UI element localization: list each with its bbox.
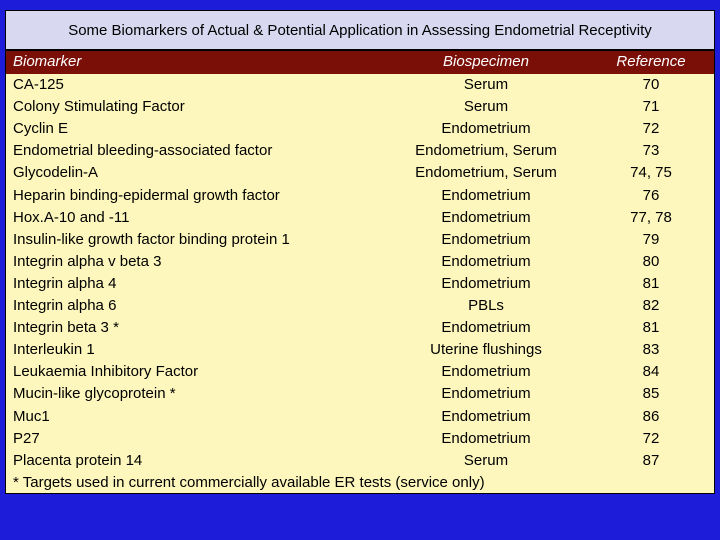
title-bar — [6, 11, 714, 51]
table-cell-reference: 79 — [642, 230, 660, 248]
table-cell-biomarker: Glycodelin-A — [13, 164, 99, 182]
table-cell-specimen: Endometrium — [441, 274, 531, 292]
table-cell-biomarker: Mucin-like glycoprotein * — [13, 385, 176, 403]
table-cell-reference: 86 — [642, 407, 660, 425]
table-cell-biomarker: Insulin-like growth factor binding protein 1 — [13, 230, 290, 248]
table-cell-specimen: Serum — [463, 98, 509, 116]
table-cell-specimen: Endometrium — [441, 363, 531, 381]
table-cell-biomarker: Muc1 — [13, 407, 50, 425]
table-cell-specimen: Uterine flushings — [430, 341, 542, 359]
table-cell-biomarker: Colony Stimulating Factor — [13, 98, 185, 116]
table-cell-biomarker: Integrin beta 3 * — [13, 319, 119, 337]
table-cell-biomarker: Leukaemia Inhibitory Factor — [13, 363, 199, 381]
table-cell-specimen: Serum — [463, 451, 509, 469]
table-cell-specimen: Serum — [463, 76, 509, 93]
table-cell-specimen: Endometrium, Serum — [415, 164, 557, 182]
table-cell-specimen: Endometrium — [441, 120, 531, 138]
table-cell-reference: 84 — [642, 363, 660, 381]
table-cell-specimen: Endometrium — [441, 186, 531, 204]
table-cell-reference: 83 — [642, 341, 660, 359]
table-cell-biomarker: Hox.A-10 and -11 — [13, 208, 130, 226]
table-cell-biomarker: CA-125 — [13, 76, 64, 93]
table-cell-reference: 73 — [642, 142, 660, 160]
table-cell-reference: 76 — [642, 186, 660, 204]
table-header-row — [6, 51, 714, 74]
table-cell-biomarker: Endometrial bleeding-associated factor — [13, 142, 273, 160]
column-header-reference: Reference — [616, 53, 686, 70]
page-title: Some Biomarkers of Actual & Potential Application in Assessing Endometrial Receptivity — [68, 21, 652, 39]
table-cell-specimen: Endometrium — [441, 385, 531, 403]
table-cell-reference: 71 — [642, 98, 660, 116]
column-header-biospecimen: Biospecimen — [443, 53, 529, 70]
table-cell-specimen: Endometrium — [441, 252, 531, 270]
table-cell-biomarker: Integrin alpha 4 — [13, 274, 117, 292]
table-cell-biomarker: Heparin binding-epidermal growth factor — [13, 186, 280, 204]
table-cell-specimen: Endometrium — [441, 319, 531, 337]
column-header-biomarker: Biomarker — [13, 53, 82, 70]
table-cell-specimen: Endometrium — [441, 230, 531, 248]
table-cell-reference: 77, 78 — [630, 208, 672, 226]
table-cell-biomarker: Integrin alpha 6 — [13, 297, 117, 314]
table-cell-specimen: Endometrium — [441, 407, 531, 425]
table-cell-specimen: PBLs — [468, 297, 504, 314]
table-cell-biomarker: Interleukin 1 — [13, 341, 95, 359]
table-cell-reference: 85 — [642, 385, 660, 403]
footnote: * Targets used in current commercially available ER tests (service only) — [13, 473, 485, 491]
table-panel — [5, 10, 715, 494]
table-cell-biomarker: P27 — [13, 429, 40, 447]
table-cell-reference: 70 — [642, 76, 660, 93]
table-cell-specimen: Endometrium — [441, 208, 531, 226]
table-cell-reference: 82 — [642, 297, 660, 314]
table-cell-reference: 81 — [642, 319, 660, 337]
table-cell-reference: 72 — [642, 120, 660, 138]
table-cell-reference: 74, 75 — [630, 164, 672, 182]
table-cell-reference: 87 — [642, 451, 660, 469]
table-cell-reference: 72 — [642, 429, 660, 447]
table-cell-reference: 81 — [642, 274, 660, 292]
table-cell-biomarker: Placenta protein 14 — [13, 451, 143, 469]
table-cell-biomarker: Integrin alpha v beta 3 — [13, 252, 162, 270]
table-cell-specimen: Endometrium, Serum — [415, 142, 557, 160]
table-cell-biomarker: Cyclin E — [13, 120, 69, 138]
table-cell-specimen: Endometrium — [441, 429, 531, 447]
table-cell-reference: 80 — [642, 252, 660, 270]
